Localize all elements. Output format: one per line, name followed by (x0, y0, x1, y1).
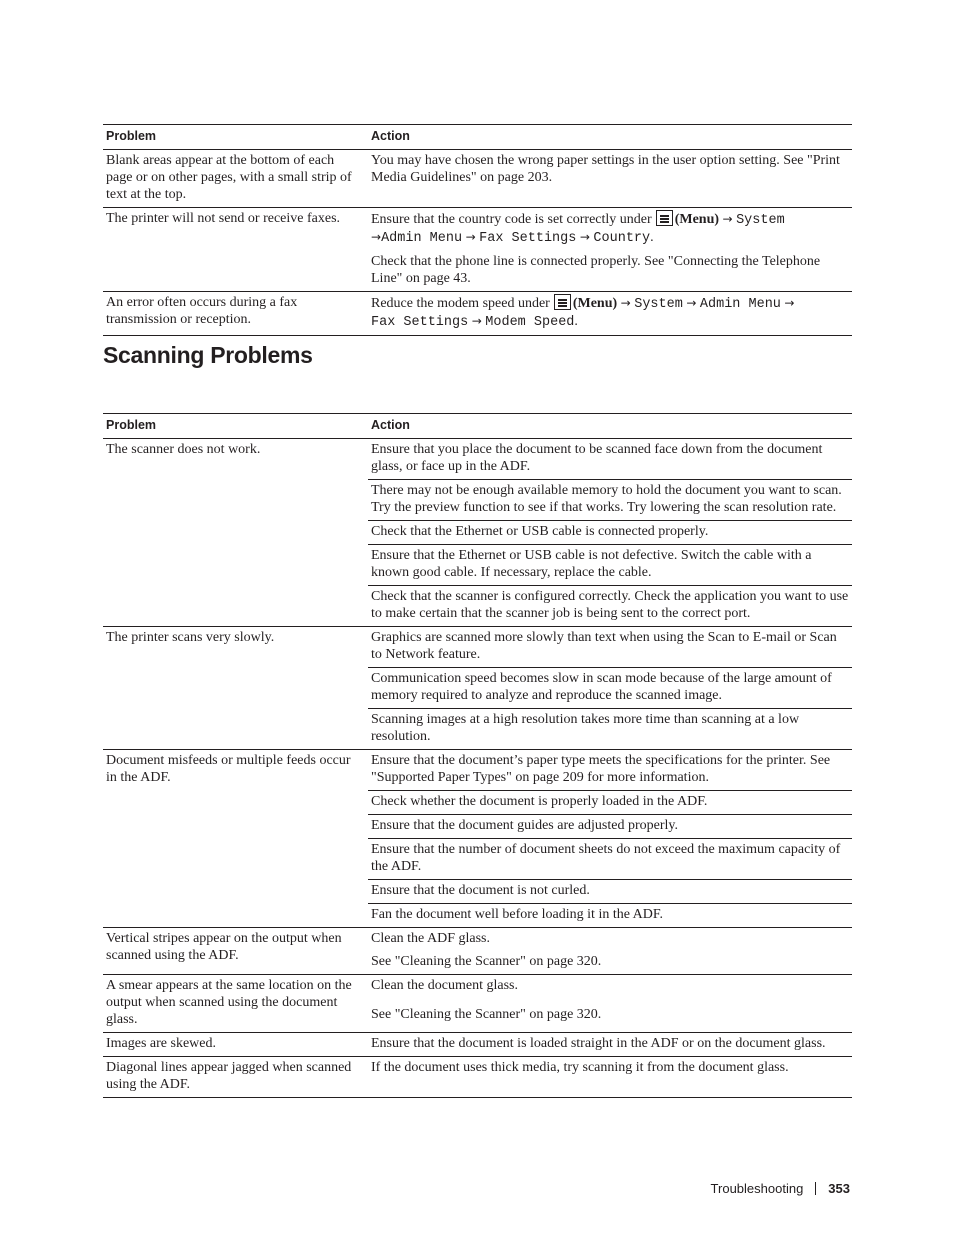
table-row (103, 928, 852, 952)
arrow-icon: → (686, 296, 697, 310)
action-cell: See "Cleaning the Scanner" on page 320. (371, 954, 602, 969)
table-row (103, 1033, 852, 1057)
menu-label: (Menu) (572, 296, 618, 311)
action-cell: Ensure that the document is not curled. (368, 880, 852, 904)
menu-label: (Menu) (674, 212, 720, 227)
arrow-icon: → (784, 296, 795, 310)
footer-section: Troubleshooting (710, 1181, 804, 1196)
problem-cell: An error often occurs during a fax transmission or reception. (103, 292, 368, 336)
arrow-icon: → (722, 212, 733, 226)
problem-cell: Blank areas appear at the bottom of each page or on other pages, with a small strip of text at the top. (103, 150, 368, 208)
problem-cell: Vertical stripes appear on the output when scanned using the ADF. (103, 928, 368, 975)
table-row (103, 208, 852, 292)
menu-path-item: Country (593, 231, 651, 246)
arrow-icon: → (465, 230, 476, 244)
menu-path-item: Modem Speed (485, 315, 575, 330)
action-text: Check that the phone line is connected properly. See "Connecting the Telephone Line" on page 43. (371, 254, 821, 286)
arrow-icon: → (579, 230, 590, 244)
action-cell: Scanning images at a high resolution takes more time than scanning at a low resolution. (368, 709, 852, 750)
problem-cell: A smear appears at the same location on the output when scanned using the document glass. (103, 975, 368, 1033)
fax-problems-table (103, 124, 852, 336)
menu-path-item: Admin Menu (381, 231, 463, 246)
arrow-icon: → (371, 230, 382, 244)
table-row (103, 150, 852, 208)
problem-header: Problem (106, 418, 157, 432)
action-cell: If the document uses thick media, try scanning it from the document glass. (368, 1057, 852, 1098)
action-cell: There may not be enough available memory to hold the document you want to scan. Try the preview function to see if that works. Try lowering the scan resolution rate. (368, 480, 852, 521)
action-cell: You may have chosen the wrong paper settings in the user option setting. See "Print Media Guidelines" on page 203. (368, 150, 852, 208)
action-cell: Communication speed becomes slow in scan mode because of the large amount of memory required to analyze and reproduce the scanned image. (368, 668, 852, 709)
action-text: Reduce the modem speed under (371, 296, 550, 311)
page-number: 353 (828, 1181, 850, 1196)
menu-icon (554, 294, 571, 310)
problem-cell: Document misfeeds or multiple feeds occur in the ADF. (103, 750, 368, 928)
scanning-problems-table (103, 413, 852, 1098)
action-cell: Ensure that the Ethernet or USB cable is not defective. Switch the cable with a known good cable. If necessary, replace the cable. (368, 545, 852, 586)
action-header: Action (371, 129, 410, 143)
section-title: Scanning Problems (103, 342, 313, 368)
problem-cell: The printer scans very slowly. (103, 627, 368, 750)
action-cell: Ensure that the document is loaded straight in the ADF or on the document glass. (368, 1033, 852, 1057)
problem-cell: The printer will not send or receive faxes. (103, 208, 368, 292)
menu-path-item: System (736, 213, 785, 228)
action-cell: Check whether the document is properly loaded in the ADF. (368, 791, 852, 815)
action-cell: Ensure that the number of document sheets do not exceed the maximum capacity of the ADF. (368, 839, 852, 880)
problem-cell: Diagonal lines appear jagged when scanned using the ADF. (103, 1057, 368, 1098)
table-row (103, 750, 852, 791)
menu-path-item: Admin Menu (699, 297, 781, 312)
action-text: Ensure that the country code is set correctly under (371, 212, 652, 227)
action-cell: Ensure that the document guides are adjusted properly. (368, 815, 852, 839)
table-row (103, 439, 852, 480)
table-header (103, 414, 852, 439)
problem-cell: Images are skewed. (103, 1033, 368, 1057)
menu-path-item: Fax Settings (479, 231, 577, 246)
action-cell: Check that the scanner is configured correctly. Check the application you want to use to make certain that the scanner job is being sent to the correct port. (368, 586, 852, 627)
table-row (103, 1057, 852, 1098)
menu-path-item: System (634, 297, 683, 312)
action-cell: Clean the ADF glass. (368, 928, 852, 952)
action-cell: Fan the document well before loading it in the ADF. (368, 904, 852, 928)
problem-cell: The scanner does not work. (103, 439, 368, 627)
table-row (103, 975, 852, 1004)
footer-divider (815, 1182, 816, 1195)
action-header: Action (371, 418, 410, 432)
action-cell: Ensure that you place the document to be scanned face down from the document glass, or face up in the ADF. (368, 439, 852, 480)
menu-path-item: Fax Settings (371, 315, 469, 330)
action-cell: Ensure that the country code is set correctly under (Menu) → System →Admin Menu → Fax Settings → Country. Check that the phone line is connected properly. See "Connecting the Telephone Line" on page 43. (368, 208, 852, 292)
menu-icon (656, 210, 673, 226)
action-cell: Check that the Ethernet or USB cable is connected properly. (368, 521, 852, 545)
action-cell: Clean the document glass. (368, 975, 852, 1004)
table-row (103, 627, 852, 668)
page-footer (711, 1181, 850, 1196)
problem-header: Problem (106, 129, 157, 143)
action-cell: Reduce the modem speed under (Menu) → System → Admin Menu → Fax Settings → Modem Speed. (368, 292, 852, 336)
table-row (103, 292, 852, 336)
action-cell: See "Cleaning the Scanner" on page 320. (371, 1006, 602, 1022)
arrow-icon: → (471, 314, 482, 328)
action-cell: Ensure that the document’s paper type meets the specifications for the printer. See "Supported Paper Types" on page 209 for more information. (368, 750, 852, 791)
arrow-icon: → (620, 296, 631, 310)
action-cell: Graphics are scanned more slowly than text when using the Scan to E-mail or Scan to Network feature. (368, 627, 852, 668)
table-header (103, 125, 852, 150)
